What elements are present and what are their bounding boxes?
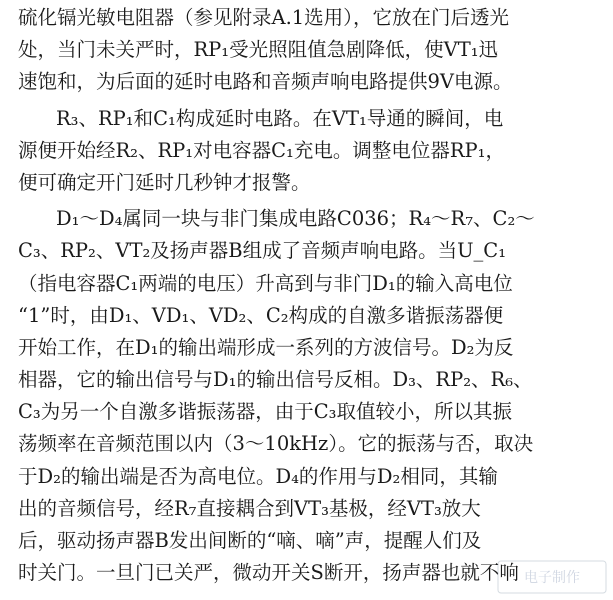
paragraph-3 xyxy=(18,203,599,589)
text-line: 速饱和，为后面的延时电路和音频声响电路提供9V电源。 xyxy=(18,70,513,94)
text-line: 便可确定开门延时几秒钟才报警。 xyxy=(18,170,311,194)
text-line: D₁～D₄属同一块与非门集成电路C036；R₄～R₇、C₂～ xyxy=(56,207,535,231)
text-line: C₃为另一个自激多谐振荡器，由于C₃取值较小，所以其振 xyxy=(18,400,512,424)
text-line: 相器，它的输出信号与D₁的输出信号反相。D₃、RP₂、R₆、 xyxy=(18,368,533,392)
text-line: 处，当门未关严时，RP₁受光照阻值急剧降低，使VT₁迅 xyxy=(18,38,499,62)
text-line: C₃、RP₂、VT₂及扬声器B组成了音频声响电路。当U_C₁ xyxy=(18,239,507,263)
text-line: “1”时，由D₁、VD₁、VD₂、C₂构成的自激多谐振荡器便 xyxy=(18,303,504,327)
paragraph-1 xyxy=(18,2,599,99)
paragraph-2 xyxy=(18,103,599,200)
text-line: 时关门。一旦门已关严，微动开关S断开，扬声器也就不响 xyxy=(18,561,519,585)
text-line: 出的音频信号，经R₇直接耦合到VT₃基极，经VT₃放大 xyxy=(18,496,481,520)
watermark-text: 电子制作 xyxy=(524,570,580,586)
text-line: （指电容器C₁两端的电压）升高到与非门D₁的输入高电位 xyxy=(18,271,513,295)
text-line: 开始工作，在D₁的输出端形成一系列的方波信号。D₂为反 xyxy=(18,335,514,359)
text-line: R₃、RP₁和C₁构成延时电路。在VT₁导通的瞬间，电 xyxy=(56,106,504,130)
text-line: 源便开始经R₂、RP₁对电容器C₁充电。调整电位器RP₁， xyxy=(18,138,505,162)
text-line: 荡频率在音频范围以内（3～10kHz）。它的振荡与否，取决 xyxy=(18,432,534,456)
text-line: 硫化镉光敏电阻器（参见附录A.1选用），它放在门后透光 xyxy=(18,6,509,29)
text-line: 后，驱动扬声器B发出间断的“嘀、嘀”声，提醒人们及 xyxy=(18,529,482,552)
text-line: 于D₂的输出端是否为高电位。D₄的作用与D₂相同，其输 xyxy=(18,464,498,488)
